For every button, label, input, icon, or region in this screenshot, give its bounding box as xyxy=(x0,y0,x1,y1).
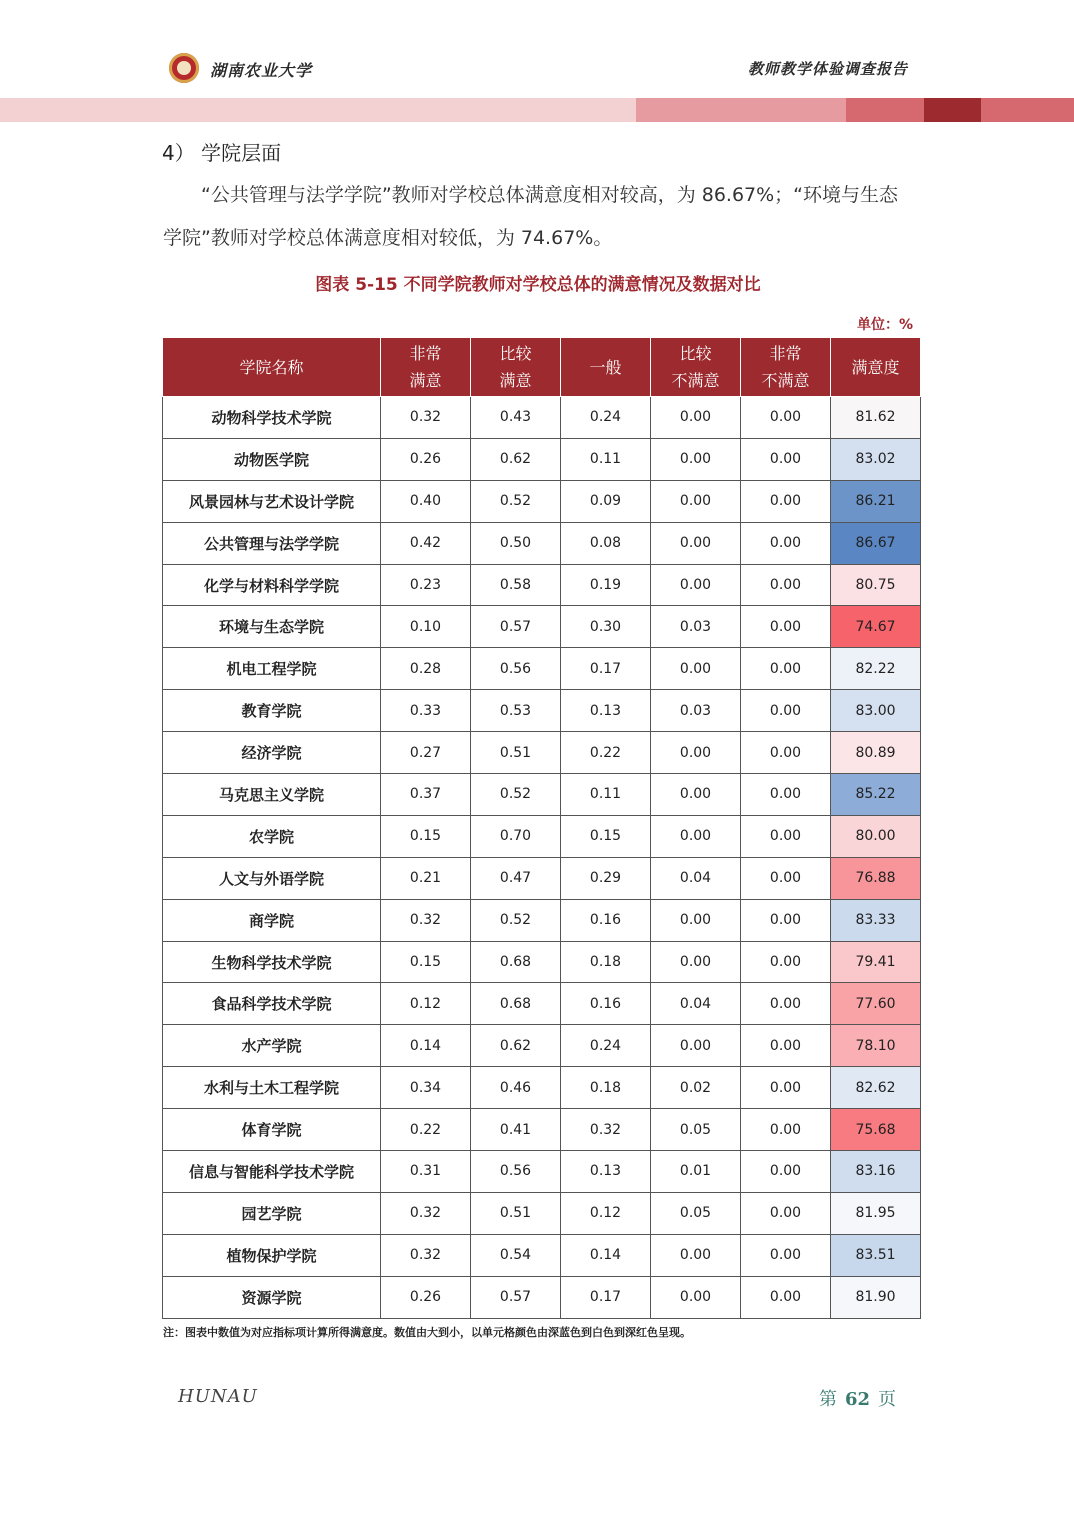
value-cell: 0.32 xyxy=(381,1234,471,1276)
header-band-mid xyxy=(636,98,846,122)
college-name: 动物医学院 xyxy=(163,438,381,480)
table-row xyxy=(163,815,921,857)
table-row xyxy=(163,899,921,941)
value-cell: 0.32 xyxy=(381,397,471,439)
table-row xyxy=(163,1234,921,1276)
value-cell: 0.28 xyxy=(381,648,471,690)
value-cell: 0.62 xyxy=(471,1025,561,1067)
table-row xyxy=(163,732,921,774)
university-name: 湖南农业大学 xyxy=(210,61,313,80)
value-cell: 0.52 xyxy=(471,774,561,816)
header-band-rose xyxy=(846,98,924,122)
satisfaction-cell: 86.21 xyxy=(831,480,921,522)
value-cell: 0.15 xyxy=(561,815,651,857)
value-cell: 0.00 xyxy=(651,815,741,857)
table-note: 注：图表中数值为对应指标项计算所得满意度。数值由大到小，以单元格颜色由深蓝色到白色到深红色呈现。 xyxy=(163,1326,691,1339)
value-cell: 0.16 xyxy=(561,899,651,941)
table-row xyxy=(163,1025,921,1067)
value-cell: 0.00 xyxy=(741,1151,831,1193)
satisfaction-cell: 81.62 xyxy=(831,397,921,439)
satisfaction-cell: 82.22 xyxy=(831,648,921,690)
value-cell: 0.00 xyxy=(651,774,741,816)
value-cell: 0.15 xyxy=(381,815,471,857)
page-number-value: 62 xyxy=(844,1389,870,1410)
college-name: 化学与材料科学学院 xyxy=(163,564,381,606)
value-cell: 0.27 xyxy=(381,732,471,774)
value-cell: 0.00 xyxy=(741,774,831,816)
header-band-end xyxy=(981,98,1074,122)
value-cell: 0.00 xyxy=(741,1025,831,1067)
section-title: 4） 学院层面 xyxy=(162,141,282,165)
satisfaction-cell: 79.41 xyxy=(831,941,921,983)
college-name: 食品科学技术学院 xyxy=(163,983,381,1025)
value-cell: 0.29 xyxy=(561,857,651,899)
college-name: 园艺学院 xyxy=(163,1192,381,1234)
value-cell: 0.04 xyxy=(651,857,741,899)
value-cell: 0.04 xyxy=(651,983,741,1025)
college-name: 马克思主义学院 xyxy=(163,774,381,816)
value-cell: 0.00 xyxy=(651,397,741,439)
page-header xyxy=(0,0,1074,125)
value-cell: 0.00 xyxy=(741,983,831,1025)
value-cell: 0.00 xyxy=(651,1276,741,1318)
value-cell: 0.19 xyxy=(561,564,651,606)
value-cell: 0.68 xyxy=(471,983,561,1025)
satisfaction-cell: 86.67 xyxy=(831,522,921,564)
table-row xyxy=(163,480,921,522)
value-cell: 0.00 xyxy=(741,899,831,941)
value-cell: 0.05 xyxy=(651,1192,741,1234)
table-row xyxy=(163,1151,921,1193)
table-row xyxy=(163,1109,921,1151)
value-cell: 0.32 xyxy=(561,1109,651,1151)
value-cell: 0.46 xyxy=(471,1067,561,1109)
value-cell: 0.53 xyxy=(471,690,561,732)
college-name: 体育学院 xyxy=(163,1109,381,1151)
value-cell: 0.47 xyxy=(471,857,561,899)
table-row xyxy=(163,774,921,816)
column-header: 满意度 xyxy=(831,338,921,397)
table-header-row xyxy=(163,338,921,397)
college-name: 水产学院 xyxy=(163,1025,381,1067)
value-cell: 0.56 xyxy=(471,1151,561,1193)
value-cell: 0.00 xyxy=(651,522,741,564)
value-cell: 0.12 xyxy=(381,983,471,1025)
table-row xyxy=(163,983,921,1025)
value-cell: 0.02 xyxy=(651,1067,741,1109)
page-suffix: 页 xyxy=(878,1389,896,1410)
value-cell: 0.50 xyxy=(471,522,561,564)
college-name: 资源学院 xyxy=(163,1276,381,1318)
table-row xyxy=(163,648,921,690)
satisfaction-cell: 77.60 xyxy=(831,983,921,1025)
satisfaction-cell: 80.89 xyxy=(831,732,921,774)
value-cell: 0.52 xyxy=(471,480,561,522)
value-cell: 0.70 xyxy=(471,815,561,857)
satisfaction-cell: 74.67 xyxy=(831,606,921,648)
college-name: 人文与外语学院 xyxy=(163,857,381,899)
satisfaction-cell: 81.90 xyxy=(831,1276,921,1318)
value-cell: 0.00 xyxy=(651,648,741,690)
value-cell: 0.18 xyxy=(561,941,651,983)
satisfaction-table xyxy=(162,337,921,1319)
value-cell: 0.00 xyxy=(741,1192,831,1234)
value-cell: 0.00 xyxy=(741,438,831,480)
footer-logo: HUNAU xyxy=(178,1386,258,1407)
value-cell: 0.00 xyxy=(741,690,831,732)
college-name: 植物保护学院 xyxy=(163,1234,381,1276)
college-name: 风景园林与艺术设计学院 xyxy=(163,480,381,522)
value-cell: 0.00 xyxy=(741,941,831,983)
value-cell: 0.24 xyxy=(561,1025,651,1067)
college-name: 水利与土木工程学院 xyxy=(163,1067,381,1109)
value-cell: 0.33 xyxy=(381,690,471,732)
value-cell: 0.09 xyxy=(561,480,651,522)
college-name: 动物科学技术学院 xyxy=(163,397,381,439)
table-row xyxy=(163,1067,921,1109)
value-cell: 0.31 xyxy=(381,1151,471,1193)
table-row xyxy=(163,857,921,899)
satisfaction-cell: 83.02 xyxy=(831,438,921,480)
college-name: 商学院 xyxy=(163,899,381,941)
report-title: 教师教学体验调查报告 xyxy=(747,60,908,78)
header-band-dark xyxy=(924,98,981,122)
value-cell: 0.13 xyxy=(561,1151,651,1193)
value-cell: 0.12 xyxy=(561,1192,651,1234)
value-cell: 0.00 xyxy=(741,606,831,648)
value-cell: 0.22 xyxy=(381,1109,471,1151)
satisfaction-cell: 83.51 xyxy=(831,1234,921,1276)
value-cell: 0.00 xyxy=(651,899,741,941)
value-cell: 0.56 xyxy=(471,648,561,690)
satisfaction-cell: 83.00 xyxy=(831,690,921,732)
table-row xyxy=(163,606,921,648)
college-name: 生物科学技术学院 xyxy=(163,941,381,983)
college-name: 信息与智能科学技术学院 xyxy=(163,1151,381,1193)
value-cell: 0.00 xyxy=(651,480,741,522)
value-cell: 0.00 xyxy=(741,564,831,606)
value-cell: 0.08 xyxy=(561,522,651,564)
column-header: 比较 满意 xyxy=(471,338,561,397)
satisfaction-cell: 80.75 xyxy=(831,564,921,606)
value-cell: 0.00 xyxy=(741,815,831,857)
value-cell: 0.03 xyxy=(651,690,741,732)
value-cell: 0.51 xyxy=(471,732,561,774)
value-cell: 0.40 xyxy=(381,480,471,522)
figure-title: 图表 5-15 不同学院教师对学校总体的满意情况及数据对比 xyxy=(315,275,761,295)
table-row xyxy=(163,564,921,606)
value-cell: 0.41 xyxy=(471,1109,561,1151)
value-cell: 0.05 xyxy=(651,1109,741,1151)
value-cell: 0.01 xyxy=(651,1151,741,1193)
value-cell: 0.15 xyxy=(381,941,471,983)
column-header: 比较 不满意 xyxy=(651,338,741,397)
satisfaction-cell: 83.33 xyxy=(831,899,921,941)
value-cell: 0.03 xyxy=(651,606,741,648)
value-cell: 0.00 xyxy=(741,480,831,522)
satisfaction-cell: 82.62 xyxy=(831,1067,921,1109)
college-name: 环境与生态学院 xyxy=(163,606,381,648)
value-cell: 0.52 xyxy=(471,899,561,941)
satisfaction-cell: 80.00 xyxy=(831,815,921,857)
value-cell: 0.18 xyxy=(561,1067,651,1109)
value-cell: 0.62 xyxy=(471,438,561,480)
value-cell: 0.11 xyxy=(561,438,651,480)
table-row xyxy=(163,1192,921,1234)
satisfaction-cell: 85.22 xyxy=(831,774,921,816)
table-row xyxy=(163,397,921,439)
value-cell: 0.00 xyxy=(741,397,831,439)
value-cell: 0.00 xyxy=(651,564,741,606)
value-cell: 0.21 xyxy=(381,857,471,899)
value-cell: 0.00 xyxy=(651,1025,741,1067)
value-cell: 0.00 xyxy=(741,1109,831,1151)
value-cell: 0.32 xyxy=(381,899,471,941)
value-cell: 0.00 xyxy=(741,1276,831,1318)
value-cell: 0.00 xyxy=(741,1234,831,1276)
value-cell: 0.68 xyxy=(471,941,561,983)
value-cell: 0.23 xyxy=(381,564,471,606)
value-cell: 0.30 xyxy=(561,606,651,648)
value-cell: 0.43 xyxy=(471,397,561,439)
value-cell: 0.42 xyxy=(381,522,471,564)
value-cell: 0.14 xyxy=(381,1025,471,1067)
value-cell: 0.34 xyxy=(381,1067,471,1109)
table-row xyxy=(163,438,921,480)
header-band-light xyxy=(0,98,636,122)
column-header: 非常 不满意 xyxy=(741,338,831,397)
value-cell: 0.17 xyxy=(561,1276,651,1318)
value-cell: 0.10 xyxy=(381,606,471,648)
college-name: 教育学院 xyxy=(163,690,381,732)
unit-label: 单位：% xyxy=(856,317,913,333)
value-cell: 0.32 xyxy=(381,1192,471,1234)
value-cell: 0.26 xyxy=(381,438,471,480)
value-cell: 0.00 xyxy=(741,857,831,899)
value-cell: 0.14 xyxy=(561,1234,651,1276)
table-row xyxy=(163,941,921,983)
value-cell: 0.54 xyxy=(471,1234,561,1276)
column-header: 一般 xyxy=(561,338,651,397)
value-cell: 0.22 xyxy=(561,732,651,774)
university-logo-icon xyxy=(169,53,199,83)
satisfaction-cell: 75.68 xyxy=(831,1109,921,1151)
value-cell: 0.58 xyxy=(471,564,561,606)
value-cell: 0.24 xyxy=(561,397,651,439)
college-name: 机电工程学院 xyxy=(163,648,381,690)
column-header: 非常 满意 xyxy=(381,338,471,397)
section-paragraph: “公共管理与法学学院”教师对学校总体满意度相对较高，为 86.67%；“环境与生态学院”教师对学校总体满意度相对较低，为 74.67%。 xyxy=(163,184,899,249)
value-cell: 0.00 xyxy=(741,648,831,690)
column-header: 学院名称 xyxy=(163,338,381,397)
value-cell: 0.00 xyxy=(651,941,741,983)
value-cell: 0.00 xyxy=(741,1067,831,1109)
satisfaction-cell: 78.10 xyxy=(831,1025,921,1067)
college-name: 农学院 xyxy=(163,815,381,857)
value-cell: 0.57 xyxy=(471,606,561,648)
value-cell: 0.13 xyxy=(561,690,651,732)
value-cell: 0.37 xyxy=(381,774,471,816)
value-cell: 0.51 xyxy=(471,1192,561,1234)
college-name: 经济学院 xyxy=(163,732,381,774)
value-cell: 0.00 xyxy=(651,732,741,774)
page-prefix: 第 xyxy=(818,1389,837,1410)
value-cell: 0.26 xyxy=(381,1276,471,1318)
value-cell: 0.17 xyxy=(561,648,651,690)
satisfaction-cell: 81.95 xyxy=(831,1192,921,1234)
page-number xyxy=(819,1385,896,1411)
satisfaction-cell: 83.16 xyxy=(831,1151,921,1193)
table-row xyxy=(163,690,921,732)
table-row xyxy=(163,522,921,564)
value-cell: 0.00 xyxy=(741,732,831,774)
value-cell: 0.57 xyxy=(471,1276,561,1318)
table-row xyxy=(163,1276,921,1318)
value-cell: 0.00 xyxy=(651,1234,741,1276)
college-name: 公共管理与法学学院 xyxy=(163,522,381,564)
value-cell: 0.00 xyxy=(651,438,741,480)
value-cell: 0.16 xyxy=(561,983,651,1025)
value-cell: 0.11 xyxy=(561,774,651,816)
satisfaction-cell: 76.88 xyxy=(831,857,921,899)
value-cell: 0.00 xyxy=(741,522,831,564)
